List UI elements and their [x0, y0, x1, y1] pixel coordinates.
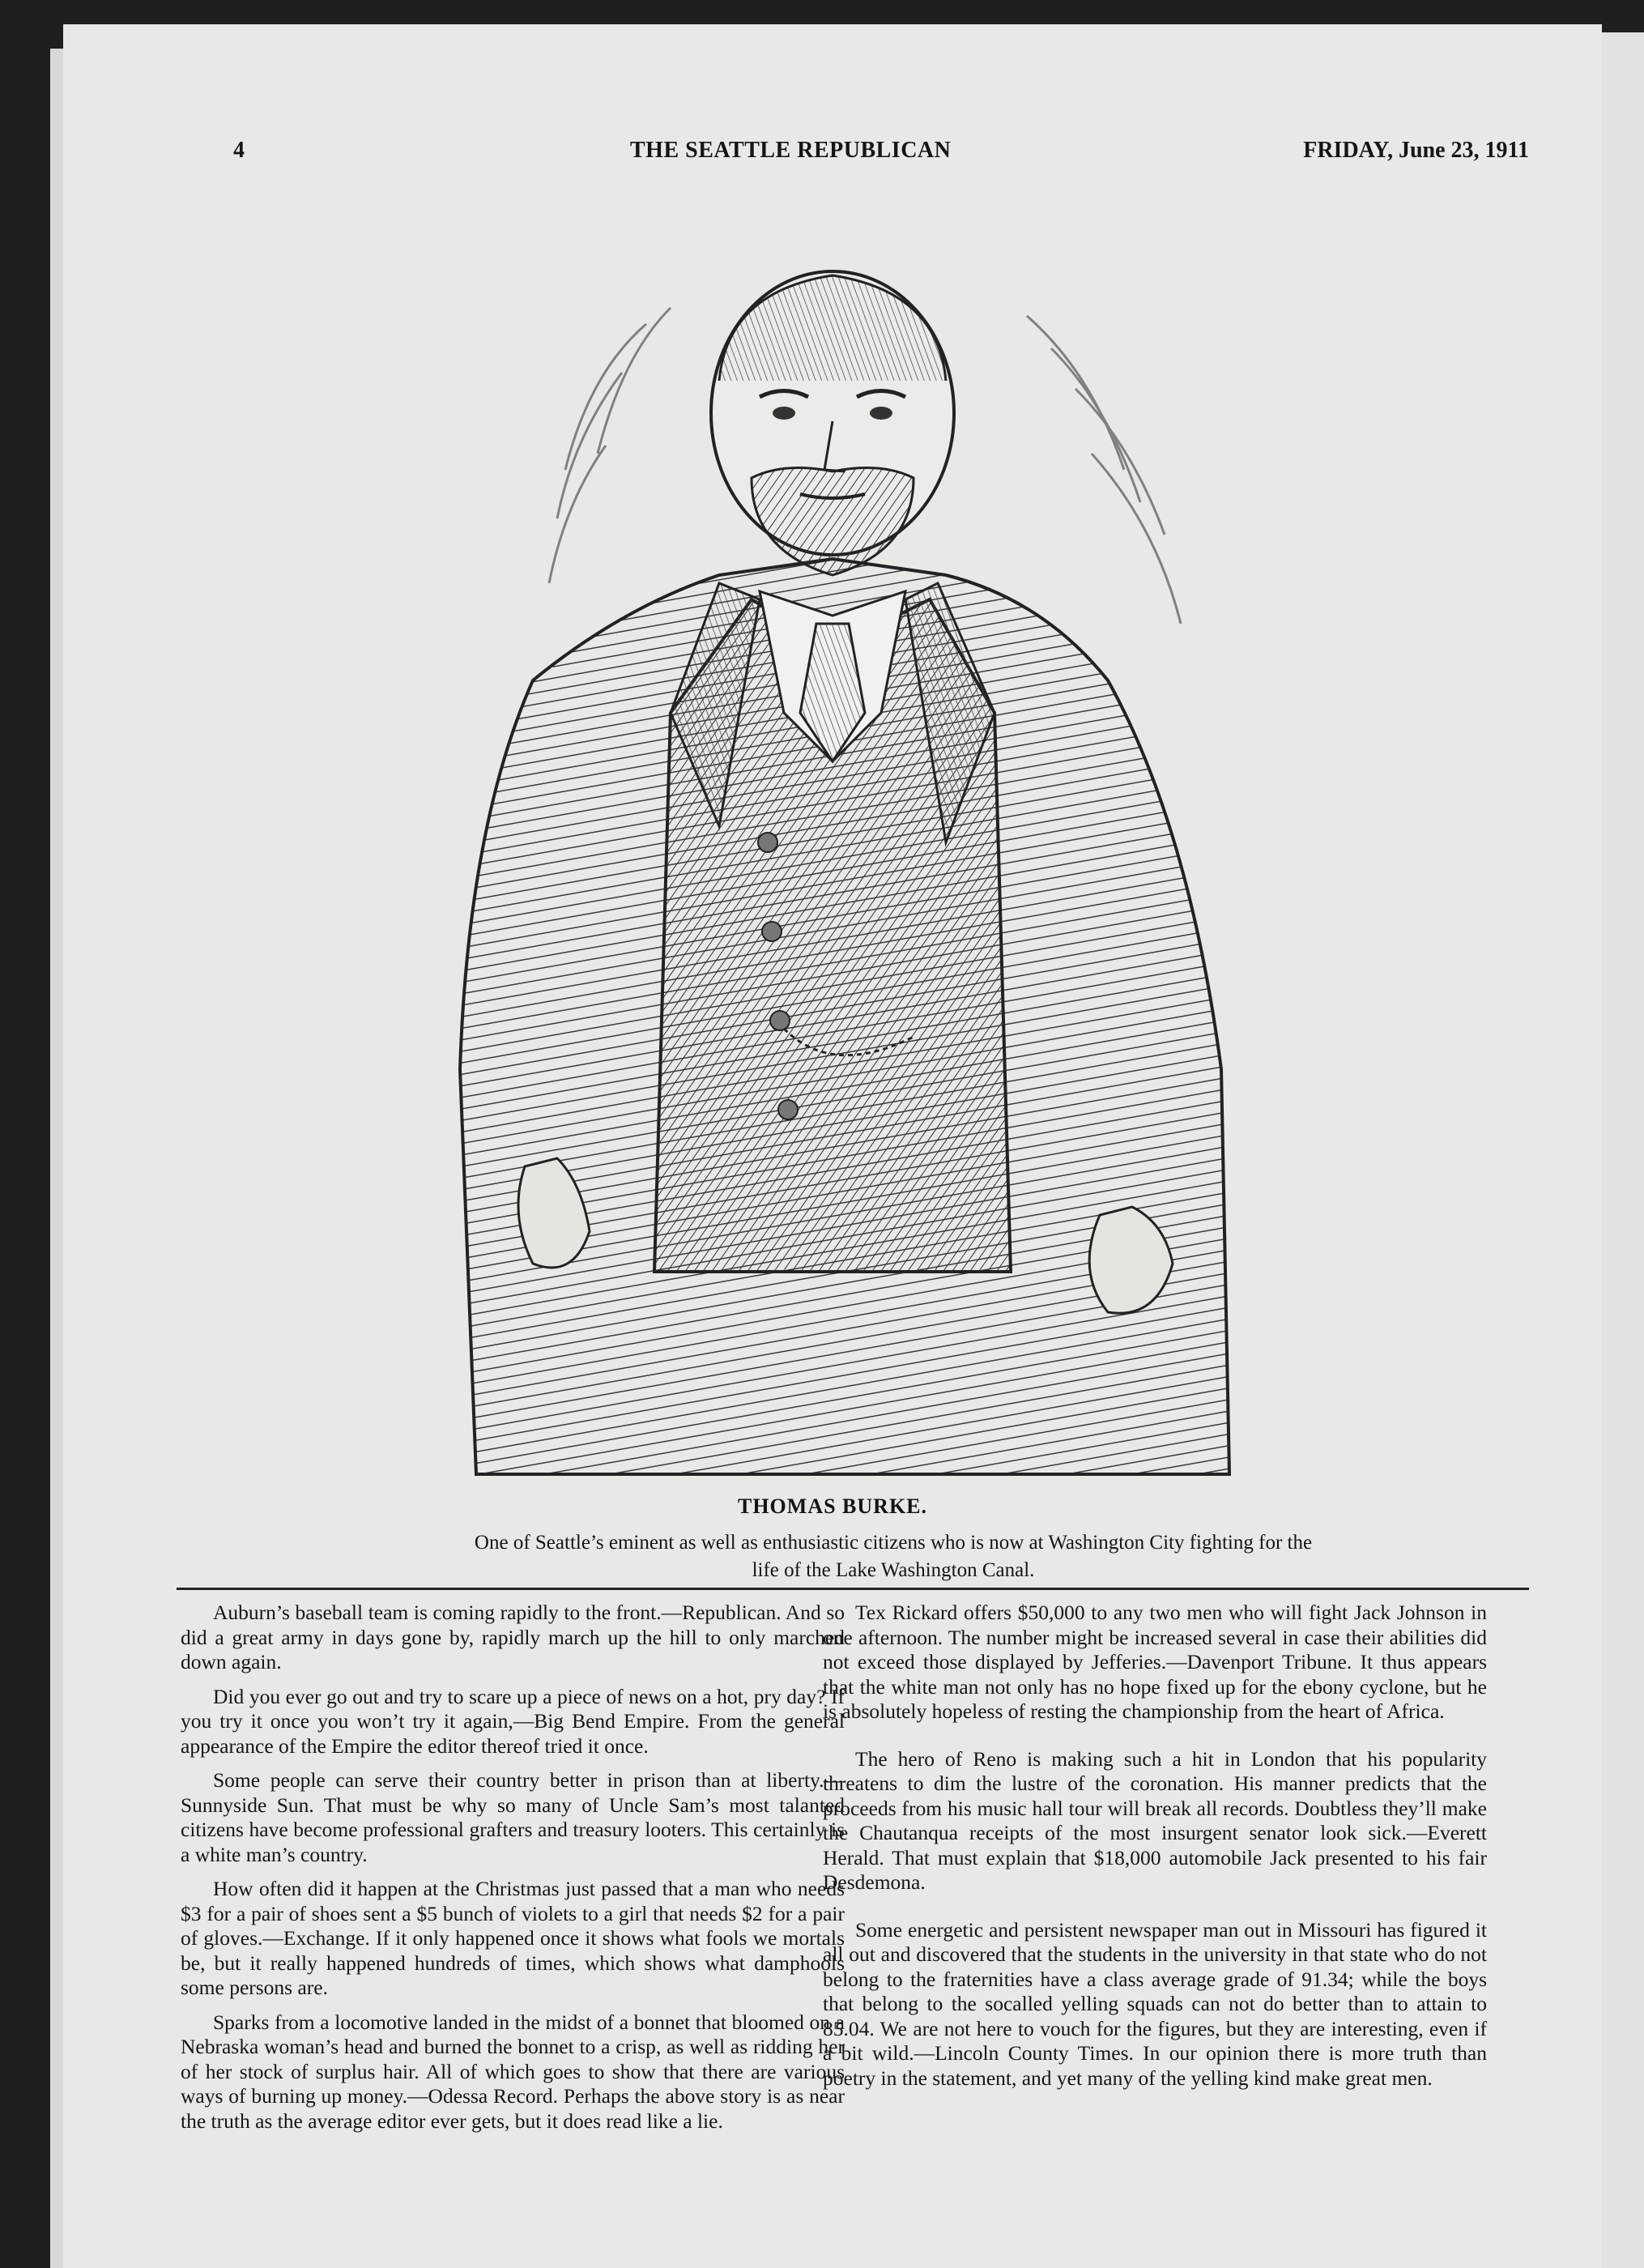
left-paragraph: Auburn’s baseball team is coming rapidly to the front.—Republican. And so did a great army in days gone by, rapidly march up the hill to only marched down again.	[181, 1601, 845, 1673]
column-divider-rule	[177, 1588, 1529, 1590]
left-column	[181, 1601, 845, 2143]
right-paragraph: Some energetic and persistent newspaper man out in Missouri has figured it all out and discovered that the students in the university in that state who do not belong to the fraternities have a class average grade of 91.34; while the boys that belong to the socalled yelling squads can not do better than to attain to 85.04. We are not here to vouch for the figures, but they are interesting, even if a bit wild.—Lincoln County Times. In our opinion there is more truth than poetry in the statement, and yet many of the yelling kind make great men.	[823, 1917, 1487, 2090]
masthead	[63, 138, 1602, 186]
left-paragraph: Sparks from a locomotive landed in the midst of a bonnet that bloomed on a Nebraska woman’s head and burned the bonnet to a crisp, as well as ridding her of her stock of surplus hair. All of which goes to show that there are various ways of burning up money.—Odessa Record. Perhaps the above story is as near the truth as the average editor ever gets, but it does read like a lie.	[181, 2010, 845, 2133]
newspaper-title: THE SEATTLE REPUBLICAN	[630, 138, 952, 163]
left-paragraph: Did you ever go out and try to scare up a piece of news on a hot, pry day? If you try it once you won’t try it again,—Big Bend Empire. From the general appearance of the Empire the editor thereof tried it once.	[181, 1684, 845, 1758]
left-paragraph: How often did it happen at the Christmas just passed that a man who needs $3 for a pair of shoes sent a $5 bunch of violets to a girl that needs $2 for a pair of gloves.—Exchange. If it only happened once it shows what fools we mortals be, but it really happened hundreds of times, which shows what damphools some persons are.	[181, 1877, 845, 1999]
newspaper-page	[63, 24, 1602, 2268]
caption-name: THOMAS BURKE.	[737, 1494, 928, 1518]
right-paragraph: The hero of Reno is making such a hit in London that his popularity threatens to dim the lustre of the coronation. His manner predicts that the proceeds from his music hall tour will break all records. Doubtless they’ll make the Chautanqua receipts of the most insurgent senator look sick.—Everett Herald. That must explain that $18,000 automobile Jack presented to his fair Desdemona.	[823, 1746, 1487, 1894]
page-number: 4	[233, 138, 245, 163]
caption-text: One of Seattle’s eminent as well as enthusiastic citizens who is now at Washington City fighting for the life of the Lake Washington Canal.	[474, 1532, 1313, 1581]
portrait-illustration	[379, 259, 1302, 1490]
right-paragraph: Tex Rickard offers $50,000 to any two men who will fight Jack Johnson in one afternoon. The number might be increased several in case their abilities did not exceed those displayed by Jefferies.—Davenport Tribune. It thus appears that the white man not only has no hope fixed up for the ebony cyclone, but he is absolutely hopeless of resting the championship from the heart of Africa.	[823, 1601, 1487, 1723]
left-paragraph: Some people can serve their country better in prison than at liberty.—Sunnyside Sun. That must be why so many of Uncle Sam’s most talanted citizens have become professional grafters and treasury looters. This certainly is a white man’s country.	[181, 1768, 845, 1866]
page-edge-right	[1602, 32, 1644, 2268]
issue-date: FRIDAY, June 23, 1911	[1303, 138, 1529, 163]
right-column	[823, 1601, 1487, 2100]
portrait-engraving-icon	[379, 259, 1302, 1490]
